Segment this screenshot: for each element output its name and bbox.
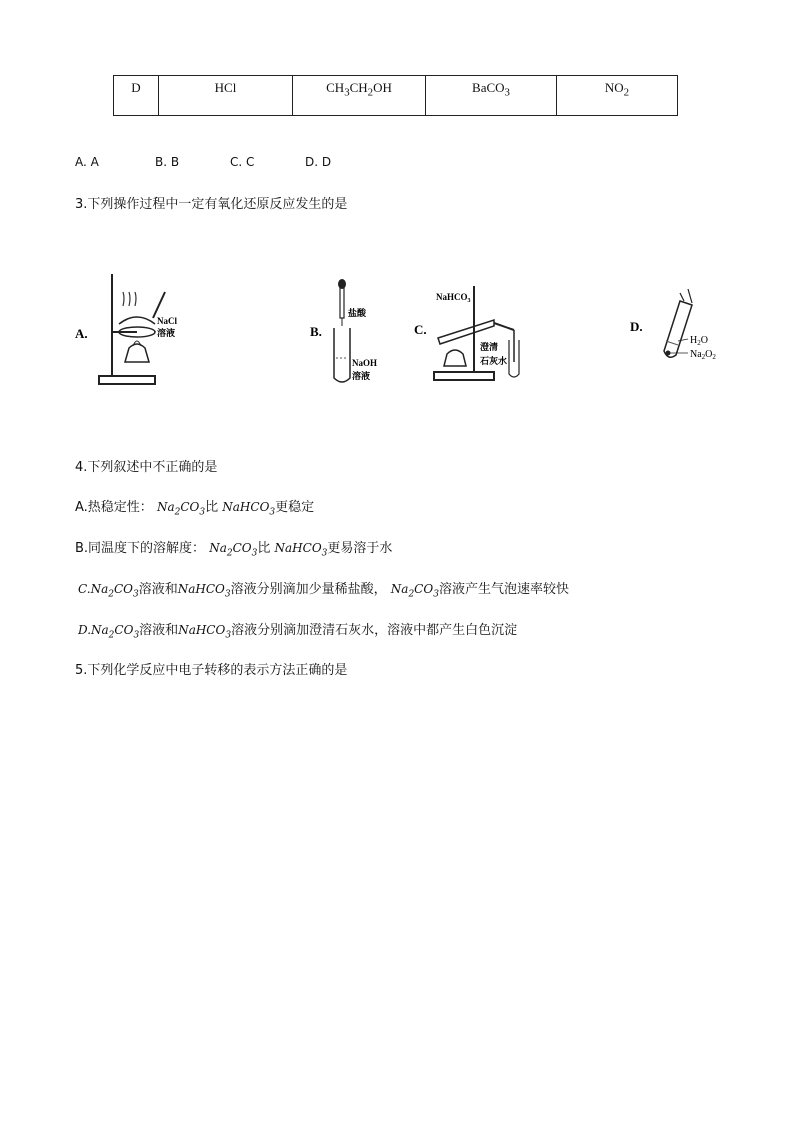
figure-d-test-tube [630, 285, 716, 365]
fig-c-label-2: 澄清 [480, 342, 499, 352]
table-row [114, 76, 678, 116]
fig-d-letter: D. [630, 319, 643, 334]
question-3-title: 3.下列操作过程中一定有氧化还原反应发生的是 [75, 197, 348, 212]
question-4-title: 4.下列叙述中不正确的是 [75, 460, 218, 475]
row-label: D [114, 76, 159, 116]
choice-b[interactable]: B. B [155, 155, 180, 169]
q4-option-a[interactable]: A.热稳定性： $Na_2CO_3$比 NaHCO$_3$更稳定 [75, 500, 315, 518]
fig-a-label-1: NaCl [157, 316, 177, 326]
fig-c-label-3: 石灰水 [480, 356, 508, 366]
fig-a-letter: A. [75, 326, 88, 341]
fig-b-letter: B. [310, 324, 322, 339]
question-5-title: 5.下列化学反应中电子转移的表示方法正确的是 [75, 663, 348, 678]
cell-hcl: HCl [159, 76, 293, 116]
cell-baco3: BaCO$_3$ [426, 76, 557, 116]
fig-c-label-1: NaHCO$_3$ [436, 292, 471, 304]
fig-b-label-1: 盐酸 [348, 308, 367, 318]
fig-b-label-2: NaOH [352, 358, 378, 368]
fig-d-label-2: $Na_2O_2$ [690, 349, 716, 361]
fig-a-label-2: 溶液 [157, 328, 176, 338]
figure-c-heating [414, 280, 529, 382]
figure-b-titration [310, 278, 380, 388]
choice-a[interactable]: A. A [75, 155, 99, 169]
choice-d[interactable]: D. D [305, 155, 332, 169]
options-table [113, 75, 678, 116]
fig-d-label-1: $H_2O$ [690, 335, 708, 347]
figure-a-evaporation [75, 262, 185, 392]
cell-no2: $NO_2$ [557, 76, 678, 116]
fig-b-label-3: 溶液 [352, 371, 371, 381]
cell-ethanol: $CH_3CH_2OH$ [293, 76, 426, 116]
q4-option-d[interactable]: $D.Na_2CO_3$溶液和NaHCO$_3$溶液分别滴加澄清石灰水，溶液中都产生白色沉淀 [78, 623, 518, 641]
q4-option-b[interactable]: B.同温度下的溶解度： $Na_2CO_3$比 NaHCO$_3$更易溶于水 [75, 541, 393, 559]
q4-option-c[interactable]: $C.Na_2CO_3$溶液和NaHCO$_3$溶液分别滴加少量稀盐酸， $Na_2CO_3$溶液产生气泡速率较快 [78, 582, 569, 600]
fig-c-letter: C. [414, 322, 427, 337]
choice-c[interactable]: C. C [230, 155, 255, 169]
